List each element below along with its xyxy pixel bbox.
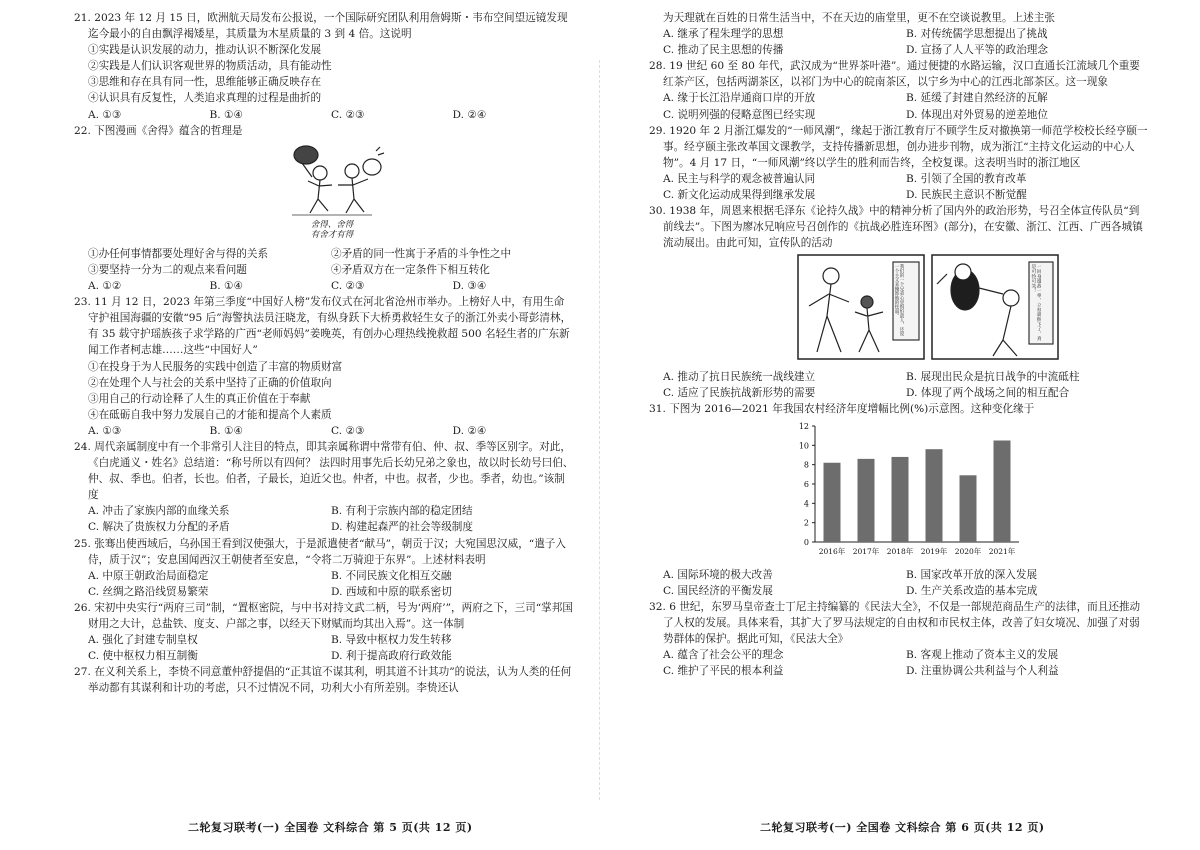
q25-options <box>74 568 574 600</box>
q30-option-b: B. 展现出民众是抗日战争的中流砥柱 <box>906 370 1080 383</box>
q28-stem: 28. 19 世纪 60 至 80 年代，武汉成为“世界茶叶港”。通过便捷的水路运输，汉口直通长江流域几个重要红茶产区，包括两湖茶区，以祁门为中心的皖南茶区，以宁乡为中心的江西北部茶区。这一现象 <box>649 60 1140 89</box>
comic-caption-2: 有舍才有得 <box>310 229 354 239</box>
q29-option-a: A. 民主与科学的观念被普遍认同 <box>663 172 816 185</box>
q31-options <box>649 567 1149 599</box>
q32-option-b: B. 客观上推动了资本主义的发展 <box>906 649 1059 662</box>
comic-panel-1-text: 我们的一个兄弟心里惧怕敌人，还说一个主义来掩饰他的怯弱。 <box>894 264 904 337</box>
q21-stem: 21. 2023 年 12 月 15 日，欧洲航天局发布公报说，一个国际研究团队利用詹姆斯・韦布空间望远镜发现迄今最小的自由飘浮褐矮星，其质量为木星质量的 3 到 4 倍。这说明 <box>74 12 568 41</box>
q22-option-b: B. ①④ <box>209 280 244 293</box>
chart-bar <box>824 463 841 542</box>
q21-statement: ③思维和存在具有同一性，思维能够正确反映存在 <box>88 76 322 89</box>
q29-option-d: D. 民族民主意识不断觉醒 <box>906 189 1027 202</box>
q22-option-c: C. ②③ <box>331 280 365 293</box>
question-26 <box>74 600 574 664</box>
q23-option-b: B. ①④ <box>209 424 244 437</box>
q25-option-b: B. 不同民族文化相互交融 <box>331 569 452 582</box>
q21-option-b: B. ①④ <box>209 108 244 121</box>
q22-statement: ②矛盾的同一性寓于矛盾的斗争性之中 <box>331 247 512 260</box>
q31-option-d: D. 生产关系改造的基本完成 <box>906 584 1038 597</box>
q25-option-a: A. 中原王朝政治局面稳定 <box>88 569 209 582</box>
q21-options <box>74 107 574 123</box>
q28-option-d: D. 体现出对外贸易的逆差地位 <box>906 108 1048 121</box>
q27-option-b: B. 对传统儒学思想提出了挑战 <box>906 28 1048 41</box>
q22-stem: 22. 下图漫画《舍得》蕴含的哲理是 <box>74 124 243 137</box>
q21-statement: ④认识具有反复性，人类追求真理的过程是曲折的 <box>88 92 322 105</box>
q32-option-a: A. 蕴含了社会公平的理念 <box>663 649 784 662</box>
q26-option-a: A. 强化了封建专制皇权 <box>88 634 198 647</box>
q23-statement: ②在处理个人与社会的关系中坚持了正确的价值取向 <box>88 376 332 389</box>
chart-x-tick-label: 2018年 <box>886 546 914 556</box>
chart-y-tick-label: 8 <box>803 460 809 470</box>
q22-option-a: A. ①② <box>88 280 122 293</box>
chart-y-tick-label: 0 <box>803 537 809 547</box>
page-footer-left: 二轮复习联考(一) 全国卷 文科综合 第 5 页(共 12 页) <box>188 821 473 834</box>
q25-option-c: C. 丝绸之路沿线贸易繁荣 <box>88 585 209 598</box>
q27-option-c: C. 推动了民主思想的传播 <box>663 44 784 57</box>
q23-option-c: C. ②③ <box>331 424 365 437</box>
q22-statement: ④矛盾双方在一定条件下相互转化 <box>331 263 490 276</box>
chart-x-tick-label: 2019年 <box>920 546 948 556</box>
q23-statement: ①在投身于为人民服务的实践中创造了丰富的物质财富 <box>88 360 343 373</box>
rural-growth-bar-chart <box>789 420 1024 560</box>
q32-option-c: C. 维护了平民的根本利益 <box>663 665 784 678</box>
question-32 <box>649 599 1149 679</box>
question-29 <box>649 123 1149 203</box>
chart-bar <box>994 440 1011 542</box>
q24-stem: 24. 周代亲属制度中有一个非常引人注目的特点，即其亲属称谓中常带有伯、仲、叔、季等区别字。对此，《白虎通义・姓名》总结道：“称号所以有四何？ 法四时用事先后长幼兄弟之象也，故以时长幼号曰伯、仲、叔、季也。伯者，长也。伯者，子最长，迫近父也。仲者，中也。叔者，少也。季者，幼也。”该制度 <box>74 440 574 502</box>
q24-option-d: D. 构建起森严的社会等级制度 <box>331 521 473 534</box>
chart-x-tick-label: 2021年 <box>988 546 1016 556</box>
q21-option-c: C. ②③ <box>331 108 365 121</box>
q27-option-a: A. 继承了程朱理学的思想 <box>663 28 784 41</box>
q21-option-a: A. ①③ <box>88 108 122 121</box>
q29-options <box>649 171 1149 203</box>
question-21 <box>74 10 574 123</box>
q30-stem: 30. 1938 年，周恩来根据毛泽东《论持久战》中的精神分析了国内外的政治形势，号召全体宣传队员“到前线去”。下图为廖冰兄响应号召创作的《抗战必胜连环图》(部分)，在安徽、浙江、江西、广西各城镇流动展出。由此可知，宣传队的活动 <box>649 205 1143 250</box>
shede-comic-image <box>272 141 392 239</box>
q27-continued-text: 为天理就在百姓的日常生活当中，不在天边的庙堂里，更不在空谈说教里。上述主张 <box>663 12 1055 24</box>
q25-option-d: D. 西域和中原的联系密切 <box>331 585 452 598</box>
chart-x-tick-label: 2017年 <box>852 546 880 556</box>
q32-options <box>649 647 1149 679</box>
q23-options <box>74 423 574 439</box>
chart-y-tick-label: 2 <box>803 518 809 528</box>
question-27 <box>74 664 574 696</box>
q26-stem: 26. 宋初中央实行“两府三司”制，“置枢密院，与中书对持文武二柄，号为‘两府’”，两府之下，三司“掌邦国财用之大计，总盐铁、度支、户部之事，以经天下财赋而均其出入焉”。这一体制 <box>74 601 573 630</box>
question-23 <box>74 294 574 439</box>
q26-option-b: B. 导致中枢权力发生转移 <box>331 634 452 647</box>
comic-panel-2-text: 一回身遭敌一拳，立刻就倒下了，真是可怜可笑！ <box>1030 264 1041 342</box>
q24-option-b: B. 有利于宗族内部的稳定团结 <box>331 505 473 518</box>
q22-statement: ③要坚持一分为二的观点来看问题 <box>88 263 247 276</box>
chart-x-tick-label: 2020年 <box>954 546 982 556</box>
q28-option-a: A. 缘于长江沿岸通商口岸的开放 <box>663 92 816 105</box>
q27-stem: 27. 在义利关系上，李贽不同意董仲舒提倡的“正其谊不谋其利，明其道不计其功”的说法，认为人类的任何举动都有其谋利和计功的考虑，只不过情况不同，功利大小有所差别。李贽还认 <box>74 666 572 695</box>
q28-option-b: B. 延缓了封建自然经济的瓦解 <box>906 92 1048 105</box>
q25-stem: 25. 张骞出使西域后，乌孙国王看到汉使强大，于是派遣使者“献马”，朝贡于汉；大宛国思汉威，“遣子入侍，质于汉”；安息国闻西汉王朝使者至安息，“令将二万骑迎于东界”。上述材料表明 <box>74 537 566 566</box>
question-24 <box>74 439 574 536</box>
chart-bar <box>858 459 875 542</box>
q22-option-d: D. ③④ <box>452 280 487 293</box>
q31-stem: 31. 下图为 2016—2021 年我国农村经济年度增幅比例(%)示意图。这种变化缘于 <box>649 402 1035 415</box>
question-27-continued <box>649 10 1149 58</box>
right-page <box>649 10 1149 680</box>
left-page <box>74 10 574 696</box>
q31-option-c: C. 国民经济的平衡发展 <box>663 584 773 597</box>
page-divider <box>599 60 600 800</box>
chart-bar <box>926 449 943 542</box>
anti-japanese-comic-image <box>797 254 1059 360</box>
q30-options <box>649 369 1149 401</box>
q23-stem: 23. 11 月 12 日，2023 年第三季度“中国好人榜”发布仪式在河北省沧州市举办。上榜好人中，有用生命守护祖国海疆的安徽“95 后”海警执法员汪晓龙，有纵身跃下大桥勇救轻生女子的浙江外卖小哥彭清林，有 35 载守护瑶族孩子求学路的广西“老师妈妈”姜晚英，有创办心理热线挽救超 500 名轻生者的广东新闻工作者柯志雄……这些“中国好人” <box>74 296 572 357</box>
q31-option-a: A. 国际环境的极大改善 <box>663 568 773 581</box>
question-31 <box>649 401 1149 599</box>
chart-y-tick-label: 4 <box>803 499 809 509</box>
q27-option-d: D. 宣扬了人人平等的政治理念 <box>906 44 1048 57</box>
q24-option-c: C. 解决了贵族权力分配的矛盾 <box>88 521 230 534</box>
q26-options <box>74 632 574 664</box>
q21-statement: ①实践是认识发展的动力，推动认识不断深化发展 <box>88 44 322 57</box>
q26-option-d: D. 利于提高政府行政效能 <box>331 650 452 663</box>
chart-bar <box>960 475 977 542</box>
chart-x-tick-label: 2016年 <box>818 546 846 556</box>
q21-statement: ②实践是人们认识客观世界的物质活动，具有能动性 <box>88 60 332 73</box>
q30-option-c: C. 适应了民族抗战新形势的需要 <box>663 386 816 399</box>
q29-option-b: B. 引领了全国的教育改革 <box>906 172 1027 185</box>
q24-option-a: A. 冲击了家族内部的血缘关系 <box>88 505 230 518</box>
q28-options <box>649 90 1149 122</box>
q23-statement: ③用自己的行动诠释了人生的真正价值在于奉献 <box>88 392 311 405</box>
question-22 <box>74 123 574 294</box>
q30-option-d: D. 体现了两个战场之间的相互配合 <box>906 386 1070 399</box>
page-footer-right: 二轮复习联考(一) 全国卷 文科综合 第 6 页(共 12 页) <box>760 821 1045 834</box>
question-28 <box>649 58 1149 122</box>
q23-option-d: D. ②④ <box>452 424 487 437</box>
q21-option-d: D. ②④ <box>452 108 487 121</box>
question-30 <box>649 203 1149 401</box>
q23-statement: ④在砥砺自我中努力发展自己的才能和提高个人素质 <box>88 408 332 421</box>
q32-option-d: D. 注重协调公共利益与个人利益 <box>906 665 1059 678</box>
q32-stem: 32. 6 世纪，东罗马皇帝查士丁尼主持编纂的《民法大全》，不仅是一部规范商品生产的法律，而且还推动了人权的发展。具体来看，其扩大了罗马法规定的自由权和市民权主体，改善了妇女境况、加强了对弱势群体的保护。据此可知，《民法大全》 <box>649 601 1141 646</box>
q29-stem: 29. 1920 年 2 月浙江爆发的“一师风潮”，缘起于浙江教育厅不顾学生反对撤换第一师范学校校长经亨颐一事。经亨颐主张改革国文课教学，支持传播新思想，创办进步刊物，成为浙江“主持文化运动的中心人物”。4 月 17 日，“一师风潮”终以学生的胜利而告终，全校复课。这表明当时的浙江地区 <box>649 124 1148 169</box>
question-25 <box>74 536 574 600</box>
q31-option-b: B. 国家改革开放的深入发展 <box>906 568 1038 581</box>
q22-options <box>74 278 574 294</box>
q23-option-a: A. ①③ <box>88 424 122 437</box>
q22-statement: ①办任何事情都要处理好舍与得的关系 <box>88 247 269 260</box>
comic-caption-1: 舍得、舍得 <box>310 219 354 230</box>
chart-y-tick-label: 6 <box>803 479 809 489</box>
chart-y-tick-label: 10 <box>798 441 809 451</box>
q26-option-c: C. 使中枢权力相互制衡 <box>88 650 198 663</box>
q27-options <box>649 26 1149 58</box>
q28-option-c: C. 说明列强的侵略意图已经实现 <box>663 108 816 121</box>
q22-statements <box>74 246 574 278</box>
q24-options <box>74 503 574 535</box>
chart-bar <box>892 457 909 542</box>
q29-option-c: C. 新文化运动成果得到继承发展 <box>663 189 816 202</box>
q30-option-a: A. 推动了抗日民族统一战线建立 <box>663 370 816 383</box>
chart-y-tick-label: 12 <box>798 421 809 431</box>
